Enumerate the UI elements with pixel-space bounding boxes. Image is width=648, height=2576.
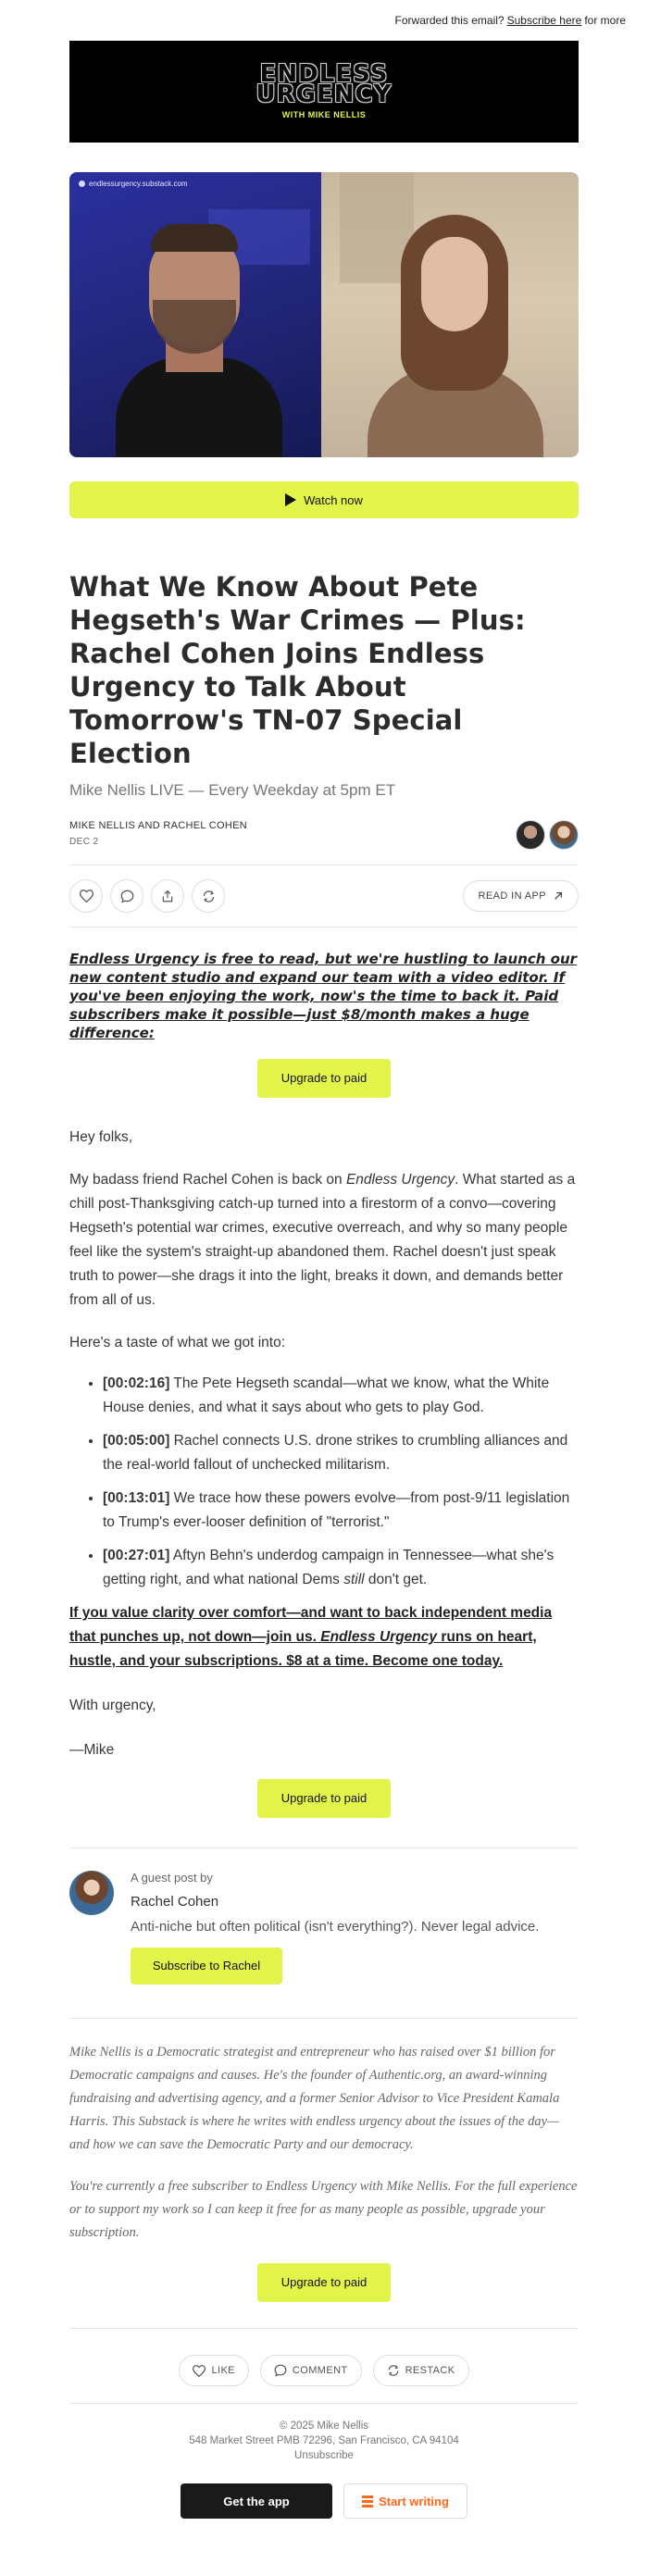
timestamp-list <box>69 1372 579 1592</box>
subscribe-here-link[interactable]: Subscribe here <box>506 14 582 27</box>
post-content <box>69 570 579 2519</box>
read-in-app-label: READ IN APP <box>478 890 546 902</box>
substack-logo-icon <box>362 2495 373 2508</box>
guest-name[interactable]: Rachel Cohen <box>131 1894 219 1910</box>
post-subtitle: Mike Nellis LIVE — Every Weekday at 5pm ET <box>69 781 396 799</box>
byline <box>69 820 579 850</box>
footer-restack-button[interactable] <box>373 2355 469 2386</box>
upgrade-to-paid-button-2[interactable]: Upgrade to paid <box>257 1779 391 1818</box>
list-item <box>103 1372 579 1420</box>
logo-title <box>255 60 393 108</box>
closing-publication-name: Endless Urgency <box>320 1629 438 1645</box>
forwarded-bar <box>0 0 648 41</box>
avatar-mike[interactable] <box>516 820 545 850</box>
restack-icon <box>202 890 216 903</box>
timestamp[interactable]: [00:02:16] <box>103 1375 170 1391</box>
promo-text[interactable]: Endless Urgency is free to read, but we're hustling to launch our new content studio and expand our team with a video editor. If you've been enjoying the work, now's the time to back it. Paid subscribers make it possible—just $8/month makes a huge difference: <box>69 951 578 1041</box>
intro-prefix: My badass friend Rachel Cohen is back on <box>69 1172 346 1188</box>
list-item-tail: don't get. <box>364 1572 428 1587</box>
forwarded-text: Forwarded this email? <box>394 14 505 27</box>
restack-button[interactable] <box>192 879 225 913</box>
like-button[interactable] <box>69 879 103 913</box>
for-more-text: for more <box>584 14 626 27</box>
guest-kicker: A guest post by <box>131 1871 213 1885</box>
list-item <box>103 1429 579 1477</box>
divider <box>69 2018 579 2019</box>
author-names[interactable]: MIKE NELLIS AND RACHEL COHEN <box>69 820 247 831</box>
restack-icon <box>387 2364 400 2377</box>
author-avatars <box>516 820 579 850</box>
logo-line-1: ENDLESS <box>259 60 389 88</box>
footer-restack-label: RESTACK <box>405 2365 455 2376</box>
guest-face <box>421 237 488 331</box>
watch-now-button[interactable] <box>69 481 579 518</box>
comment-icon <box>120 890 134 903</box>
guest-avatar[interactable] <box>69 1871 114 1915</box>
share-button[interactable] <box>151 879 184 913</box>
about-author: Mike Nellis is a Democratic strategist and entrepreneur who has raised over $1 billion for Democratic campaigns and causes. He's the founder of Authentic.org, an award-winning fundraising and advertising agency, and a former Senior Advisor to Vice President Kamala Harris. This Substack is where he writes with endless urgency about the issues of the day—and how we can save the Democratic Party and our democracy. <box>69 2045 560 2152</box>
start-writing-button[interactable] <box>343 2483 467 2519</box>
footer-comment-label: COMMENT <box>292 2365 348 2376</box>
host-hair <box>151 224 238 252</box>
intro-paragraph <box>69 1168 579 1313</box>
video-panel-guest <box>321 172 579 457</box>
avatar-rachel[interactable] <box>549 820 579 850</box>
unsubscribe-link[interactable]: Unsubscribe <box>294 2450 354 2461</box>
logo-subtitle: WITH MIKE NELLIS <box>281 110 367 119</box>
list-item-text: Rachel connects U.S. drone strikes to crumbling alliances and the real-world fallout of unchecked militarism. <box>103 1433 568 1473</box>
signoff: With urgency, <box>69 1698 156 1713</box>
intro-publication-name: Endless Urgency <box>345 1172 455 1188</box>
video-thumbnail[interactable] <box>69 172 579 457</box>
footer-info <box>69 2419 579 2463</box>
watch-now-label: Watch now <box>304 492 363 507</box>
play-icon <box>285 493 296 506</box>
heart-icon <box>193 2365 206 2377</box>
timestamp[interactable]: [00:05:00] <box>103 1433 170 1449</box>
heart-icon <box>80 890 93 902</box>
video-panel-host <box>69 172 321 457</box>
guest-bio: Anti-niche but often political (isn't everything?). Never legal advice. <box>131 1919 540 1935</box>
action-icons <box>69 879 225 913</box>
signature: —Mike <box>69 1742 115 1758</box>
guest-author-card <box>69 1848 579 1985</box>
list-item <box>103 1487 579 1535</box>
subscriber-note: You're currently a free subscriber to Endless Urgency with Mike Nellis. For the full experience or to support my work so I can keep it free for as many people as possible, upgrade your subscription. <box>69 2179 578 2240</box>
action-bar <box>69 865 579 927</box>
footer-like-label: LIKE <box>211 2365 235 2376</box>
app-buttons <box>69 2483 579 2519</box>
footer-like-button[interactable] <box>179 2355 248 2386</box>
get-the-app-button[interactable]: Get the app <box>181 2483 332 2519</box>
closing-pitch[interactable] <box>69 1601 579 1674</box>
host-shoulders <box>116 357 282 457</box>
subscribe-to-rachel-button[interactable]: Subscribe to Rachel <box>131 1948 282 1985</box>
video-url-text: endlessurgency.substack.com <box>89 180 188 188</box>
list-item-emphasis: still <box>343 1572 365 1587</box>
closing-pitch-b: runs on heart, hustle, and your subscriptions. $8 at a time. Become one today. <box>69 1629 537 1669</box>
logo-line-2: URGENCY <box>255 81 393 108</box>
address: 548 Market Street PMB 72296, San Francisco, CA 94104 <box>189 2435 459 2446</box>
footer-comment-button[interactable] <box>260 2355 362 2386</box>
publication-banner[interactable] <box>69 41 579 143</box>
timestamp[interactable]: [00:27:01] <box>103 1548 170 1563</box>
upgrade-to-paid-button[interactable]: Upgrade to paid <box>257 1059 391 1098</box>
list-item-text: We trace how these powers evolve—from post-9/11 legislation to Trump's ever-looser definition of "terrorist." <box>103 1490 570 1530</box>
video-url-label <box>79 180 188 188</box>
comment-icon <box>274 2364 287 2377</box>
list-item-text: The Pete Hegseth scandal—what we know, what the White House denies, and what it says about who gets to play God. <box>103 1375 550 1415</box>
comment-button[interactable] <box>110 879 143 913</box>
post-title[interactable]: What We Know About Pete Hegseth's War Crimes — Plus: Rachel Cohen Joins Endless Urgency to Talk About Tomorrow's TN-07 Special Election <box>69 571 526 769</box>
closing-pitch-a: If you value clarity over comfort—and want to back independent media that punches up, not down—join us. <box>69 1605 553 1645</box>
intro-rest: . What started as a chill post-Thanksgiving catch-up turned into a firestorm of a convo—covering Hegseth's potential war crimes, executive overreach, and why so many people feel like the system's straight-up abandoned them. Rachel doesn't just speak truth to power—she drags it into the light, breaks it down, and demands better from all of us. <box>69 1172 576 1308</box>
divider <box>69 2403 579 2404</box>
post-date: DEC 2 <box>69 837 99 847</box>
timestamp[interactable]: [00:13:01] <box>103 1490 170 1506</box>
divider <box>69 2328 579 2329</box>
substack-dot-icon <box>79 180 85 187</box>
share-icon <box>161 890 174 903</box>
start-writing-label: Start writing <box>379 2494 449 2508</box>
upgrade-to-paid-button-3[interactable]: Upgrade to paid <box>257 2263 391 2302</box>
read-in-app-button[interactable] <box>463 880 579 912</box>
footer-actions <box>69 2355 579 2386</box>
list-item <box>103 1544 579 1592</box>
arrow-up-right-icon <box>554 891 563 901</box>
list-item-text: Aftyn Behn's underdog campaign in Tennessee—what she's getting right, and what national Dems <box>103 1548 555 1587</box>
copyright: © 2025 Mike Nellis <box>279 2420 369 2432</box>
greeting: Hey folks, <box>69 1129 133 1145</box>
taste-paragraph: Here's a taste of what we got into: <box>69 1335 285 1350</box>
